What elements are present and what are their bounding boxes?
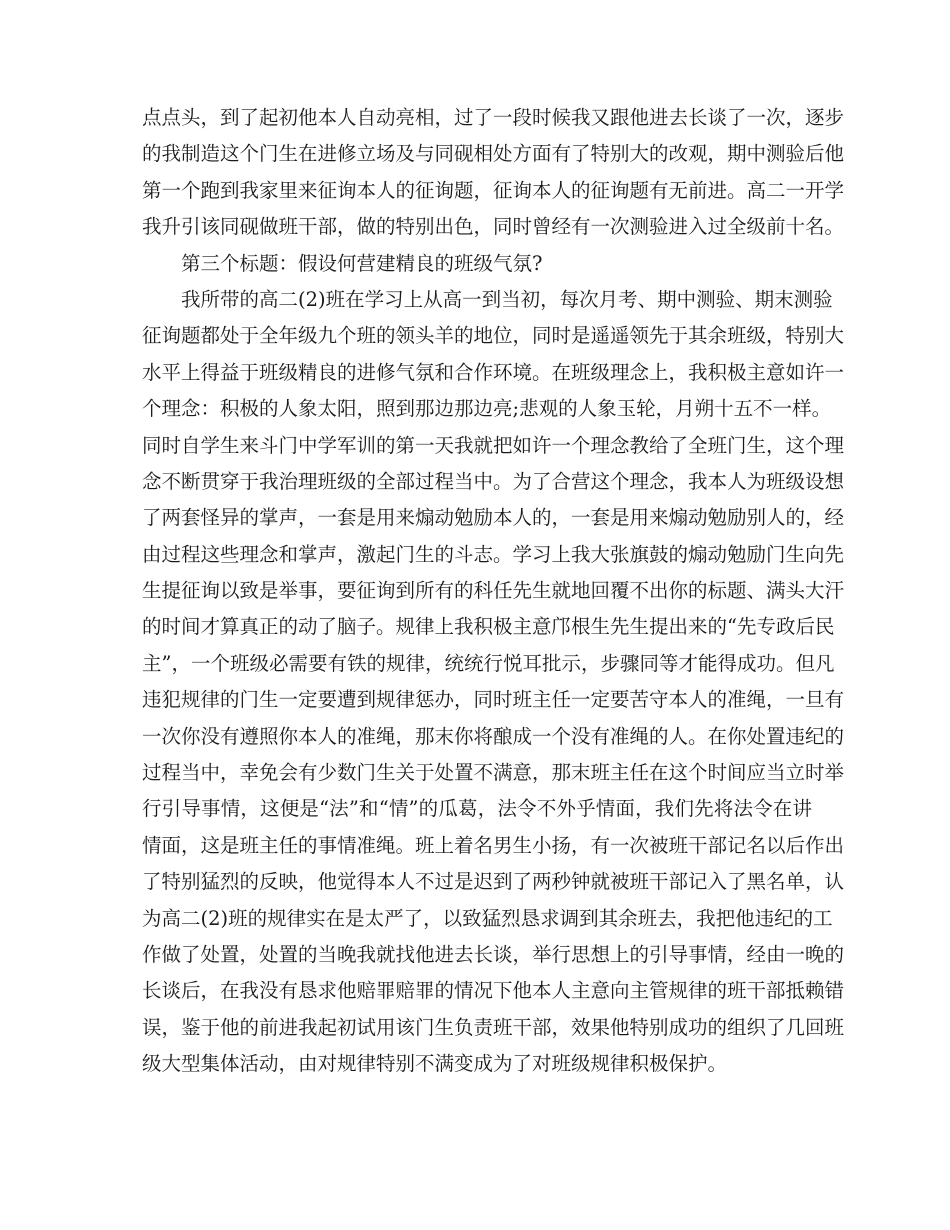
text-line: 念不断贯穿于我治理班级的全部过程当中。为了合营这个理念，我本人为班级设想 bbox=[142, 469, 845, 493]
text-line: 第一个跑到我家里来征询本人的征询题，征询本人的征询题有无前进。高二一开学 bbox=[142, 178, 845, 202]
text-line: 长谈后，在我没有恳求他赔罪赔罪的情况下他本人主意向主管规律的班干部抵赖错 bbox=[142, 979, 845, 1003]
text-line: 了两套怪异的掌声，一套是用来煽动勉励本人的，一套是用来煽动勉励别人的，经 bbox=[142, 506, 845, 530]
text-line: 级大型集体活动，由对规律特别不满变成为了对班级规律积极保护。 bbox=[142, 1052, 728, 1076]
text-line: 点点头，到了起初他本人自动亮相，过了一段时候我又跟他进去长谈了一次，逐步 bbox=[142, 106, 845, 129]
text-line: 我所带的高二(2)班在学习上从高一到当初，每次月考、期中测验、期末测验 bbox=[181, 287, 833, 311]
text-line: 个理念：积极的人象太阳，照到那边那边亮;悲观的人象玉轮，月朔十五不一样。 bbox=[142, 397, 832, 421]
text-line: 的我制造这个门生在进修立场及与同砚相处方面有了特别大的改观，期中测验后他 bbox=[142, 142, 845, 166]
text-line: 过程当中，幸免会有少数门生关于处置不满意，那末班主任在这个时间应当立时举 bbox=[142, 761, 845, 785]
text-line: 征询题都处于全年级九个班的领头羊的地位，同时是遥遥领先于其余班级，特别大 bbox=[142, 324, 845, 348]
text-line: 水平上得益于班级精良的进修气氛和合作环境。在班级理念上，我积极主意如许一 bbox=[142, 360, 845, 384]
text-line: 情面，这是班主任的事情准绳。班上着名男生小扬，有一次被班干部记名以后作出 bbox=[142, 833, 845, 857]
document-page bbox=[142, 100, 845, 1083]
text-line: 作做了处置，处置的当晚我就找他进去长谈，举行思想上的引导事情，经由一晚的 bbox=[142, 942, 845, 966]
text-line: 同时自学生来斗门中学军训的第一天我就把如许一个理念教给了全班门生，这个理 bbox=[142, 433, 845, 457]
text-line: 为高二(2)班的规律实在是太严了，以致猛烈恳求调到其余班去，我把他违纪的工 bbox=[142, 906, 833, 930]
text-line: 由过程这些理念和掌声，激起门生的斗志。学习上我大张旗鼓的煽动勉励门生向先 bbox=[142, 542, 845, 566]
text-line: 行引导事情，这便是“法”和“情”的瓜葛，法令不外乎情面，我们先将法令在讲 bbox=[142, 797, 812, 821]
text-line: 我升引该同砚做班干部，做的特别出色，同时曾经有一次测验进入过全级前十名。 bbox=[142, 215, 845, 239]
text-line: 一次你没有遵照你本人的准绳，那末你将酿成一个没有准绳的人。在你处置违纪的 bbox=[142, 724, 845, 748]
text-line: 误，鉴于他的前进我起初试用该门生负责班干部，效果他特别成功的组织了几回班 bbox=[142, 1015, 845, 1039]
text-line: 第三个标题：假设何营建精良的班级气氛? bbox=[181, 251, 543, 275]
text-line: 的时间才算真正的动了脑子。规律上我积极主意邝根生先生提出来的“先专政后民 bbox=[142, 615, 835, 639]
text-line: 违犯规律的门生一定要遭到规律惩办，同时班主任一定要苦守本人的准绳，一旦有 bbox=[142, 688, 845, 712]
text-line: 生提征询以致是举事，要征询到所有的科任先生就地回覆不出你的标题、满头大汗 bbox=[142, 579, 845, 603]
text-line: 了特别猛烈的反映，他觉得本人不过是迟到了两秒钟就被班干部记入了黑名单，认 bbox=[142, 870, 845, 894]
text-line: 主”，一个班级必需要有铁的规律，统统行悦耳批示，步骤同等才能得成功。但凡 bbox=[142, 651, 835, 675]
